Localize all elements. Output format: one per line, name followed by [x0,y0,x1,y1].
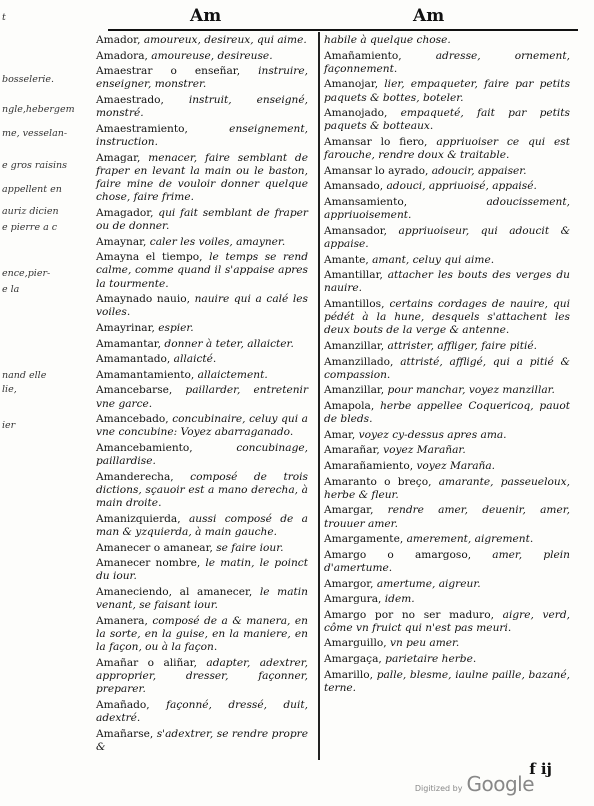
entry-headword: Amargor, [324,577,377,590]
dictionary-entry [96,236,308,249]
dictionary-entry [324,78,570,104]
margin-fragment: t [2,12,6,23]
entry-headword: Amanzillado, [324,355,401,368]
entry-definition: le matin, le poinct du iour. [96,557,308,583]
entry-definition: voyez Maraña. [416,459,496,472]
entry-definition: voyez cy-dessus apres ama. [358,428,507,441]
dictionary-entry [96,657,308,697]
dictionary-entry [324,225,570,251]
dictionary-entry [96,251,308,291]
dictionary-entry [324,340,570,353]
dictionary-entry [96,322,308,335]
entry-definition: enseignement, instruction. [96,122,308,148]
entry-definition: allaicté. [173,353,217,366]
entry-headword: Amayna el tiempo, [96,251,210,264]
entry-headword: Amanera, [96,614,153,627]
dictionary-entry [96,207,308,233]
margin-fragment: lie, [2,384,17,395]
running-header [0,6,594,28]
entry-headword: Amañamiento, [324,49,436,62]
entry-headword: Amaneciendo, al amanecer, [96,585,260,598]
entry-headword: Amarguillo, [324,637,390,650]
entry-headword: Amagador, [96,206,159,219]
entry-headword: Amancebarse, [96,384,186,397]
margin-bleed [0,0,75,806]
entry-headword: Amaynar, [96,235,150,248]
dictionary-entry [96,413,308,439]
entry-definition: adoucissement, appriuoisement. [324,195,570,222]
dictionary-entry [324,429,570,442]
entry-headword: Amargamente, [324,533,407,546]
dictionary-entry [96,699,308,725]
right-column [324,34,570,697]
entry-headword: Amanojado, [324,107,401,120]
entry-definition: s'adextrer, se rendre propre & [96,727,308,753]
entry-headword: Amanecer o amanear, [96,541,217,554]
dictionary-entry [324,637,570,650]
entry-headword: Amarañamiento, [324,459,417,472]
margin-fragment: me, vesselan- [2,128,68,139]
entry-headword: Amapola, [324,399,381,412]
entry-definition: instruire, enseigner, monstrer. [96,65,308,91]
header-left: Am [190,6,222,26]
dictionary-entry [324,460,570,473]
dictionary-entry [96,353,308,366]
margin-fragment: bosselerie. [2,74,55,85]
dictionary-entry [96,384,308,410]
entry-headword: Amañarse, [96,727,157,740]
dictionary-entry [324,384,570,397]
margin-fragment: ngle,hebergem [2,104,75,115]
dictionary-entry [96,152,308,205]
entry-headword: Amagar, [96,151,149,164]
entry-headword: Amansamiento, [324,195,487,208]
dictionary-entry [96,586,308,612]
entry-headword: Amanizquierda, [96,512,189,525]
dictionary-entry [324,533,570,546]
entry-definition: amarante, passeueloux, herbe & fleur. [324,475,571,501]
entry-definition: amertume, aigreur. [376,577,481,590]
google-logo: Google [466,772,534,796]
dictionary-entry [324,136,570,162]
entry-headword: Amar, [324,428,359,441]
entry-headword: Amanecer nombre, [96,557,206,570]
entry-definition: amerement, aigrement. [406,533,534,546]
left-column [96,34,308,756]
entry-definition: concubinaire, celuy qui a vne concubine: Voyez abarraganado. [96,413,308,439]
entry-definition: menacer, faire semblant de fraper en levant la main ou le baston, faire mine de vouloir donner quelque chose, faire frime. [96,151,308,204]
entry-headword: Amaynado nauio, [96,293,195,306]
entry-headword: Amañado, [96,698,167,711]
entry-definition: amer, plein d'amertume. [324,548,570,574]
header-rule [108,29,578,31]
entry-definition: amoureuse, desireuse. [151,49,273,62]
margin-fragment: appellent en [2,184,62,195]
entry-headword: Amanzillar, [324,339,388,352]
dictionary-entry [324,609,570,635]
entry-definition: caler les voiles, amayner. [149,235,286,248]
margin-fragment: ier [2,420,16,431]
entry-headword: Amante, [324,253,373,266]
entry-headword: Amansado, [324,180,387,193]
digitized-watermark [415,772,534,796]
entry-headword: Amargar, [324,504,388,517]
entry-definition: aigre, verd, côme vn fruict qui n'est pas meuri. [324,608,570,634]
entry-headword: Amamantado, [96,353,174,366]
entry-definition: le temps se rend calme, comme quand il s'appaise apres la tourmente. [96,251,308,290]
dictionary-entry [96,293,308,319]
entry-definition: adapter, adextrer, approprier, dresser, façonner, preparer. [96,656,308,696]
dictionary-entry [324,254,570,267]
dictionary-entry [324,50,570,76]
entry-definition: composé de trois dictions, sçauoir est a mano derecha, à main droite. [96,470,308,510]
dictionary-entry [324,165,570,178]
entry-headword: Amargura, [324,593,385,606]
margin-fragment: nand elle [2,370,47,381]
entry-headword: Amarillo, [324,668,377,681]
entry-headword: Amadora, [96,49,152,62]
entry-definition: façonné, dressé, duit, adextré. [96,698,308,724]
margin-fragment: e gros raisins [2,160,68,171]
entry-definition: allaictement. [197,368,268,381]
entry-definition: nauire qui a calé les voiles. [96,293,308,319]
entry-headword: Amargo o amargoso, [324,548,493,561]
dictionary-entry [324,269,570,295]
entry-definition: se faire iour. [216,541,284,554]
signature-mark: f ij [529,760,552,778]
entry-definition: appriuoiser ce qui est farouche, rendre doux & traitable. [324,135,570,162]
entry-headword: Amaestrar o enseñar, [96,65,259,78]
entry-definition: concubinage, paillardise. [96,441,308,468]
entry-definition: amoureux, desireux, qui aime. [143,34,307,46]
dictionary-entry [96,50,308,63]
entry-definition: composé de a & manera, en la sorte, en la guise, en la maniere, en la façon, ou à la façon. [96,614,308,654]
entry-definition: habile à quelque chose. [324,34,451,46]
entry-headword: Amantillar, [324,269,388,282]
dictionary-entry [96,542,308,555]
entry-definition: aussi composé de a man & yzquierda, à main gauche. [96,512,308,538]
dictionary-entry [324,593,570,606]
entry-headword: Amaestrado, [96,93,189,106]
entry-headword: Amaranto o breço, [324,475,439,488]
dictionary-entry [324,298,570,338]
entry-definition: adouci, appriuoisé, appaisé. [386,180,537,193]
entry-definition: espier. [158,321,194,334]
dictionary-entry [96,615,308,655]
dictionary-entry [96,369,308,382]
margin-fragment: ence,pier- [2,268,51,279]
entry-definition: parietaire herbe. [385,653,477,666]
dictionary-entry [324,356,570,382]
entry-definition: idem. [384,593,415,606]
entry-definition: le matin venant, se faisant iour. [96,585,308,612]
entry-headword: Amansador, [324,224,399,237]
dictionary-entry [96,471,308,511]
margin-fragment: auriz dicien [2,206,59,217]
dictionary-entry [324,107,570,133]
entry-headword: Amanzillar, [324,384,388,397]
entry-definition: amant, celuy qui aime. [372,253,495,266]
entry-headword: Amarañar, [324,444,384,457]
entry-headword: Amamantamiento, [96,368,198,381]
dictionary-entry [324,549,570,575]
entry-headword: Amamantar, [96,337,165,350]
dictionary-entry [324,653,570,666]
dictionary-entry [324,196,570,222]
dictionary-entry [324,578,570,591]
entry-headword: Amansar lo fiero, [324,135,437,148]
dictionary-entry [324,400,570,426]
entry-headword: Amancebamiento, [96,441,237,454]
entry-definition: voyez Marañar. [383,444,466,457]
dictionary-entry [324,180,570,193]
entry-definition: donner à teter, allaicter. [164,337,294,350]
dictionary-entry [96,513,308,539]
entry-definition: adresse, ornement, façonnement. [324,49,570,75]
header-right: Am [413,6,445,26]
entry-definition: certains cordages de nauire, qui pédét à la hune, desquels s'attachent les deux bouts de la verge & antenne. [324,297,571,337]
digitized-prefix: Digitized by [414,784,463,793]
entry-definition: empaqueté, fait par petits paquets & botteaux. [324,107,570,133]
dictionary-entry [96,34,308,47]
entry-definition: attacher les bouts des verges du nauire. [324,269,570,295]
entry-definition: paillarder, entretenir vne garce. [96,384,309,410]
entry-definition: palle, blesme, iaulne paille, bazané, terne. [324,668,570,694]
entry-definition: attristé, affligé, qui a pitié & compassion. [324,355,570,381]
dictionary-entry [324,476,570,502]
entry-definition: vn peu amer. [389,637,460,650]
entry-headword: Amantillos, [324,297,390,310]
dictionary-entry [96,94,308,120]
entry-headword: Amanojar, [324,78,385,91]
dictionary-entry [324,669,570,695]
dictionary-entry [96,557,308,583]
dictionary-entry [324,444,570,457]
entry-headword: Amanderecha, [96,470,191,483]
dictionary-entry [324,504,570,530]
entry-definition: qui fait semblant de fraper ou de donner. [96,206,308,232]
entry-definition: rendre amer, deuenir, amer, trouuer amer. [324,504,570,530]
entry-definition: instruit, enseigné, monstré. [96,93,308,120]
entry-definition: herbe appellee Coquericoq, pauot de bleds. [324,399,570,426]
entry-headword: Amador, [96,34,144,46]
entry-headword: Amargo por no ser maduro, [324,608,503,621]
entry-definition: pour manchar, voyez manzillar. [387,384,555,397]
entry-definition: lier, empaqueter, faire par petits paquets & bottes, boteler. [324,78,571,104]
entry-headword: Amargaça, [324,653,386,666]
entry-headword: Amansar lo ayrado, [324,164,432,177]
column-divider [318,32,320,760]
dictionary-entry [324,34,570,47]
dictionary-entry [96,338,308,351]
dictionary-entry [96,123,308,149]
dictionary-entry [96,442,308,468]
entry-headword: Amayrinar, [96,321,159,334]
entry-headword: Amaestramiento, [96,122,230,135]
entry-definition: adoucir, appaiser. [431,164,527,177]
entry-definition: attrister, affliger, faire pitié. [387,339,538,352]
entry-definition: appriuoiseur, qui adoucit & appaise. [324,224,570,250]
dictionary-entry [96,728,308,754]
margin-fragment: e la [2,284,20,295]
margin-fragment: e pierre a c [2,222,58,233]
entry-headword: Amañar o aliñar, [96,656,207,669]
entry-headword: Amancebado, [96,413,173,426]
dictionary-entry [96,65,308,91]
